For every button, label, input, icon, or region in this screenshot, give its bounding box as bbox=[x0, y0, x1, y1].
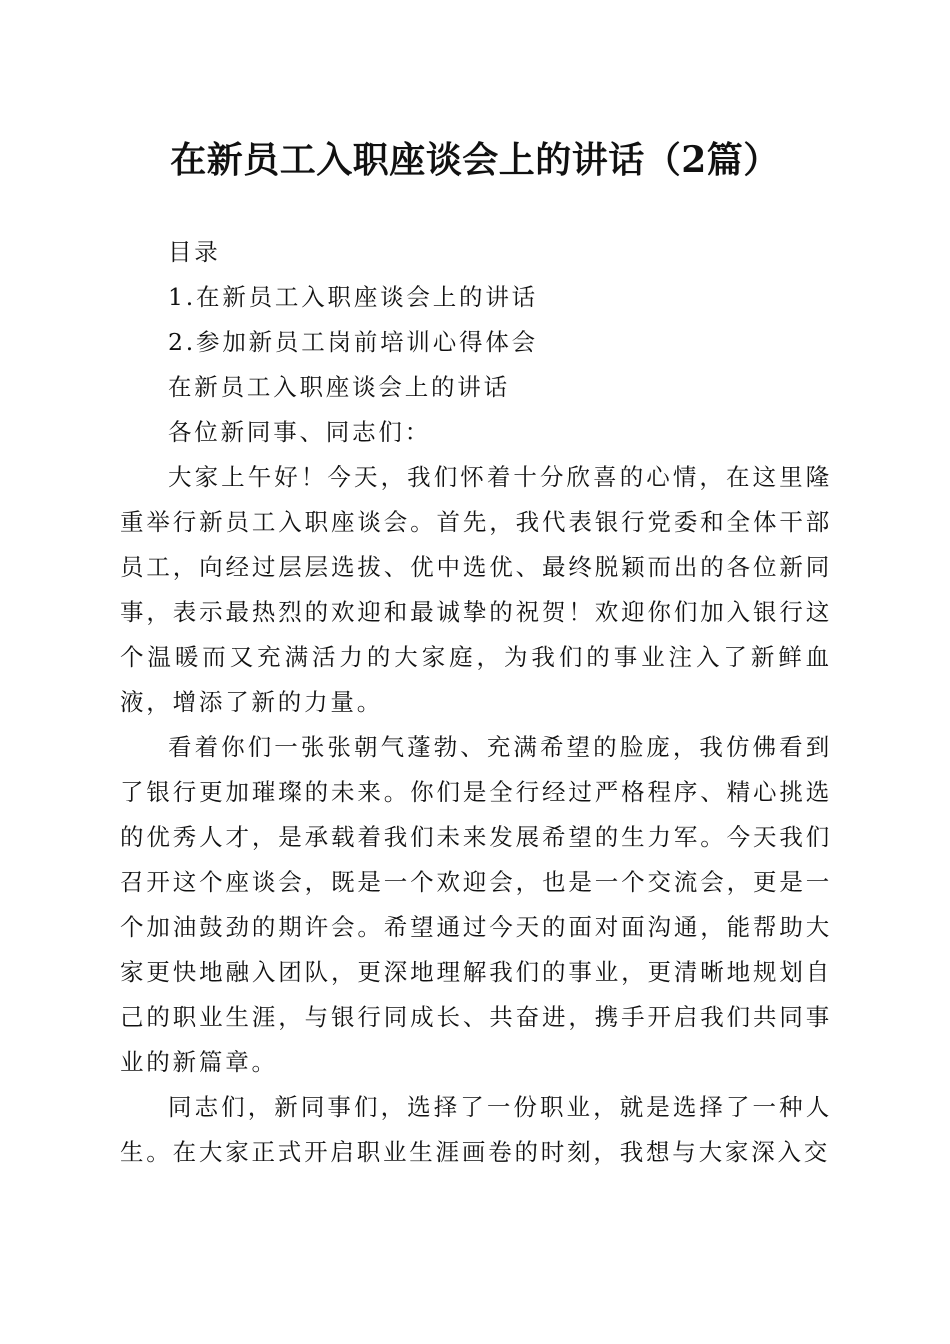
section-title: 在新员工入职座谈会上的讲话 bbox=[168, 373, 510, 401]
document-title: 在新员工入职座谈会上的讲话（2篇） bbox=[170, 139, 780, 181]
toc-heading: 目录 bbox=[168, 238, 221, 266]
paragraph-3: 同志们，新同事们，选择了一份职业，就是选择了一种人生。在大家正式开启职业生涯画卷的时刻，我想与大家深入交 bbox=[120, 1093, 832, 1166]
salutation: 各位新同事、同志们： bbox=[168, 418, 431, 446]
paragraph-1: 大家上午好！今天，我们怀着十分欣喜的心情，在这里隆重举行新员工入职座谈会。首先，我代表银行党委和全体干部员工，向经过层层选拔、优中选优、最终脱颖而出的各位新同事，表示最热烈的欢迎和最诚挚的祝贺！欢迎你们加入银行这个温暖而又充满活力的大家庭，为我们的事业注入了新鲜血液，增添了新的力量。 bbox=[120, 463, 832, 716]
toc-item-2: 2.参加新员工岗前培训心得体会 bbox=[168, 328, 538, 356]
paragraph-2: 看着你们一张张朝气蓬勃、充满希望的脸庞，我仿佛看到了银行更加璀璨的未来。你们是全行经过严格程序、精心挑选的优秀人才，是承载着我们未来发展希望的生力军。今天我们召开这个座谈会，既是一个欢迎会，也是一个交流会，更是一个加油鼓劲的期许会。希望通过今天的面对面沟通，能帮助大家更快地融入团队，更深地理解我们的事业，更清晰地规划自己的职业生涯，与银行同成长、共奋进，携手开启我们共同事业的新篇章。 bbox=[120, 733, 832, 1076]
document-body bbox=[120, 230, 832, 1175]
toc-item-1: 1.在新员工入职座谈会上的讲话 bbox=[168, 283, 538, 311]
